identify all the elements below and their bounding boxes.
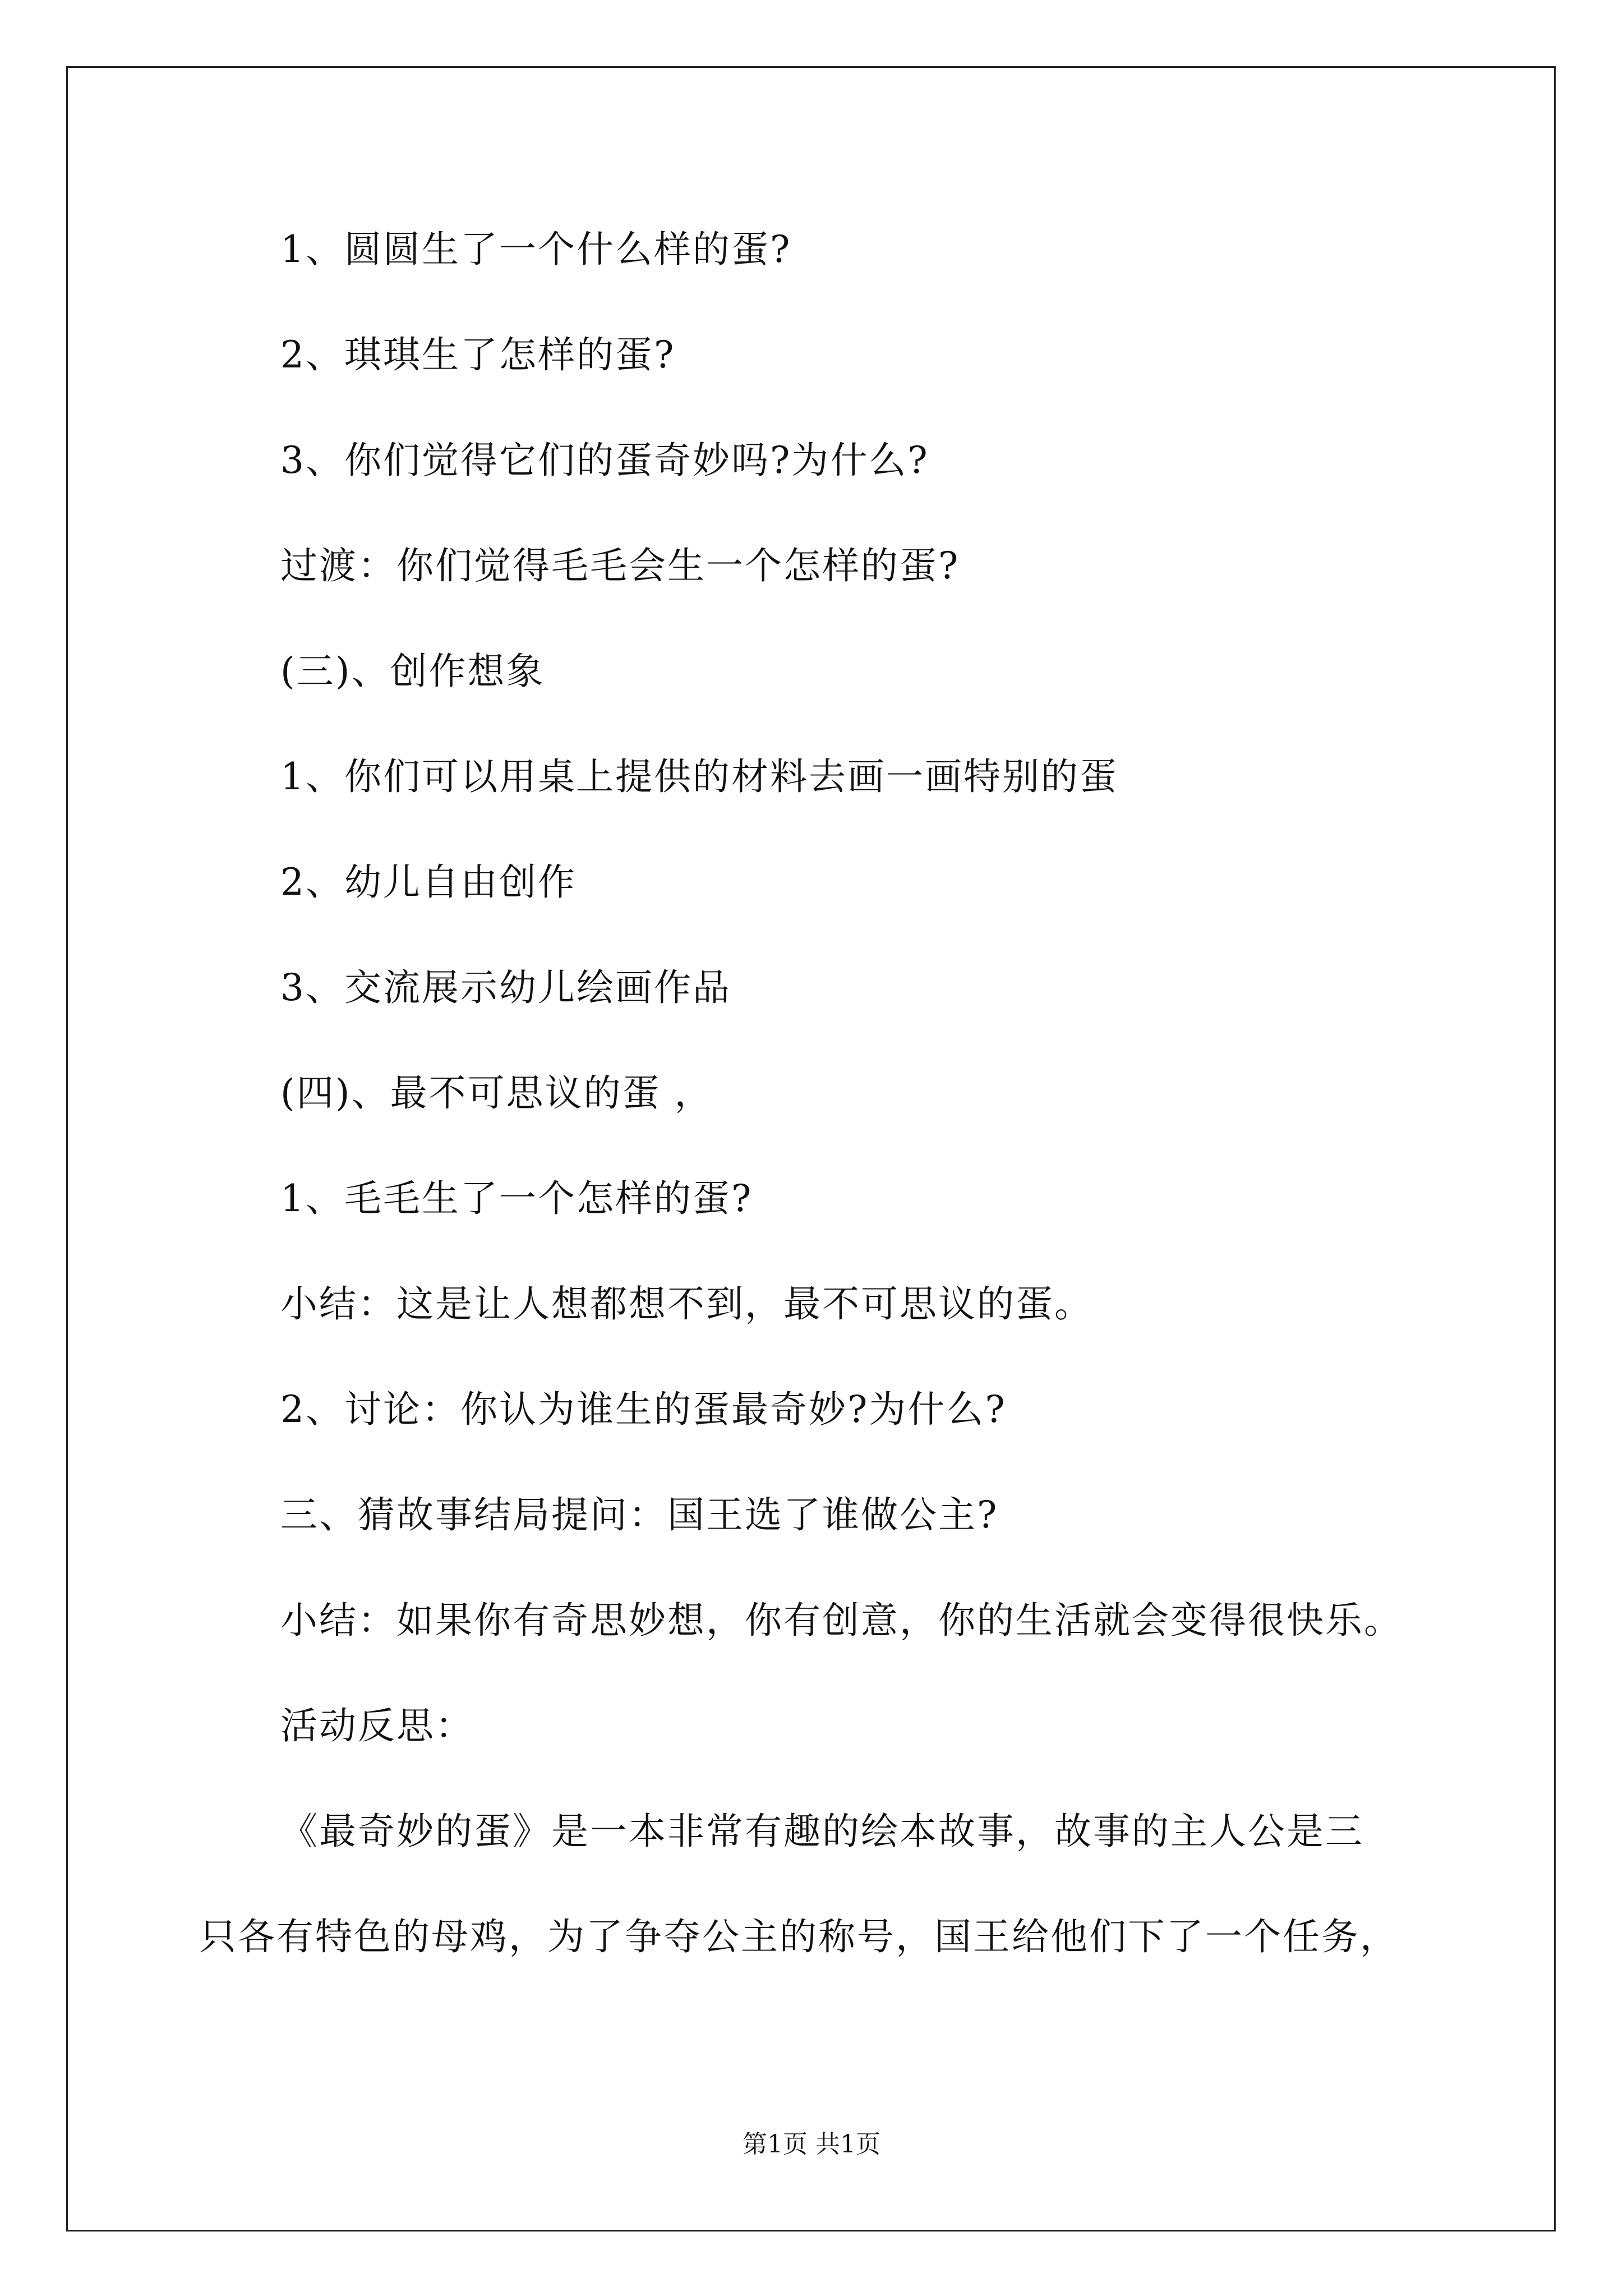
section-heading: (四)、最不可思议的蛋 ， bbox=[280, 1071, 713, 1115]
text-line: 3、你们觉得它们的蛋奇妙吗?为什么? bbox=[280, 439, 929, 482]
text-line: 1、圆圆生了一个什么样的蛋? bbox=[280, 228, 792, 271]
text-line: 过渡：你们觉得毛毛会生一个怎样的蛋? bbox=[280, 544, 960, 587]
paragraph-line: 只各有特色的母鸡，为了争夺公主的称号，国王给他们下了一个任务， bbox=[199, 1915, 1399, 1958]
text-line: 3、交流展示幼儿绘画作品 bbox=[280, 966, 731, 1009]
text-line: 2、幼儿自由创作 bbox=[280, 861, 577, 904]
paragraph-line: 《最奇妙的蛋》是一本非常有趣的绘本故事，故事的主人公是三 bbox=[280, 1810, 1364, 1853]
text-line: 2、讨论：你认为谁生的蛋最奇妙?为什么? bbox=[280, 1388, 1007, 1431]
text-line: 1、你们可以用桌上提供的材料去画一画特别的蛋 bbox=[280, 755, 1118, 798]
page-number: 第1页 共1页 bbox=[743, 2130, 880, 2159]
section-heading: 活动反思： bbox=[280, 1704, 474, 1747]
text-line: 小结：这是让人想都想不到，最不可思议的蛋。 bbox=[280, 1282, 1093, 1326]
section-heading: (三)、创作想象 bbox=[280, 650, 545, 693]
text-line: 2、琪琪生了怎样的蛋? bbox=[280, 333, 676, 376]
text-line: 小结：如果你有奇思妙想，你有创意，你的生活就会变得很快乐。 bbox=[280, 1599, 1403, 1642]
section-heading: 三、猜故事结局提问：国王选了谁做公主? bbox=[280, 1493, 999, 1536]
page-border bbox=[66, 66, 1556, 2231]
text-line: 1、毛毛生了一个怎样的蛋? bbox=[280, 1177, 753, 1220]
